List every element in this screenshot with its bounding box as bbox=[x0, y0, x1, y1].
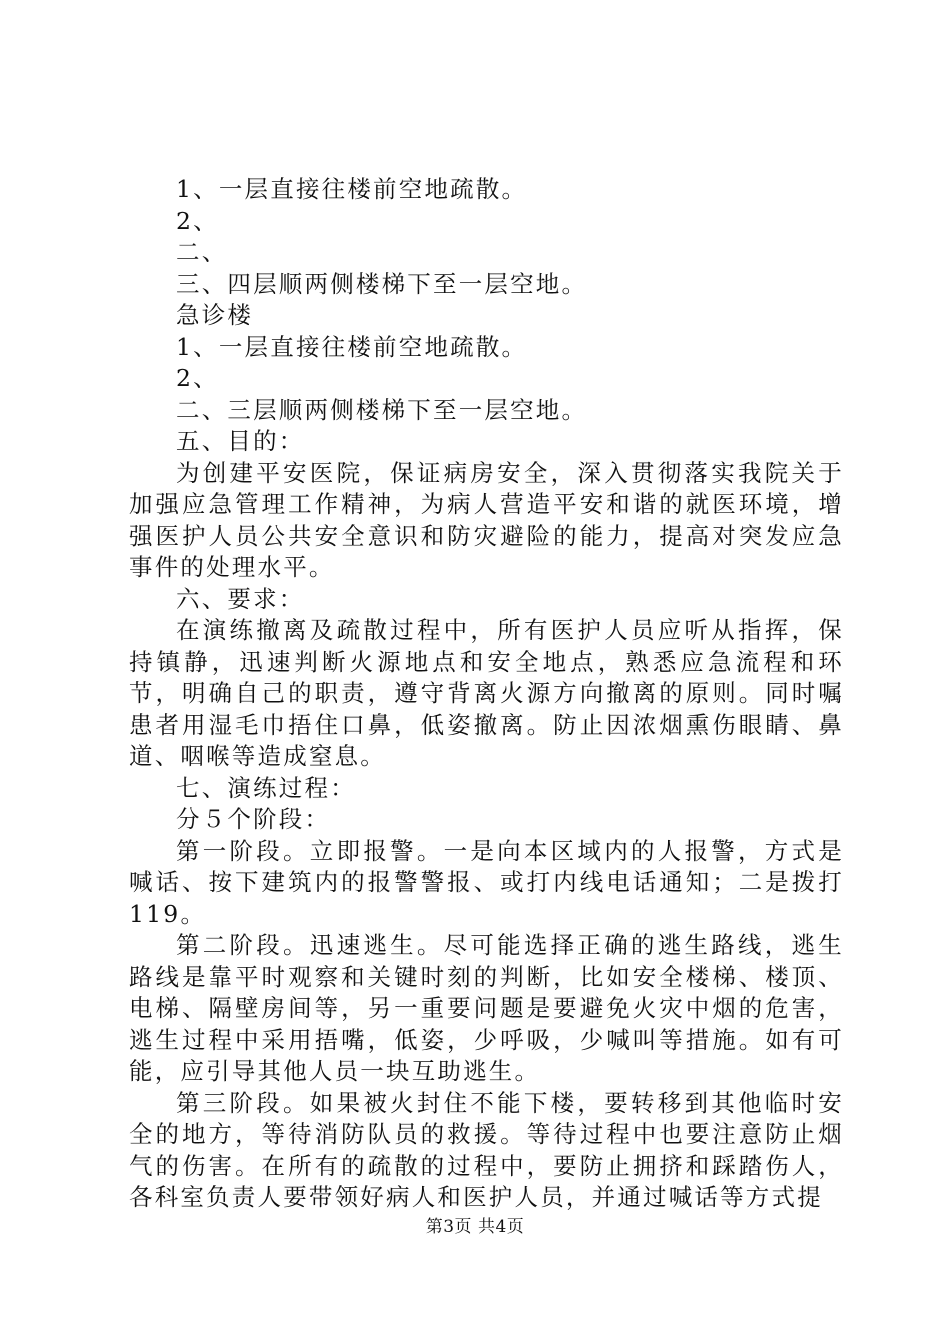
document-body bbox=[129, 174, 844, 1214]
evac-line-1: 1、一层直接往楼前空地疏散。 bbox=[176, 175, 528, 203]
page-number: 第3页 共4页 bbox=[425, 1217, 525, 1237]
section-heading-process: 七、演练过程： bbox=[176, 773, 356, 802]
section-heading-requirements: 六、要求： bbox=[176, 584, 305, 613]
requirements-paragraph: 在演练撤离及疏散过程中，所有医护人员应听从指挥，保持镇静，迅速判断火源地点和安全地点，熟悉应急流程和环节，明确自己的职责，遵守背离火源方向撤离的原则。同时嘱患者用湿毛巾捂住口鼻，低姿撤离。防止因浓烟熏伤眼睛、鼻道、咽喉等造成窒息。 bbox=[129, 616, 844, 770]
stages-intro: 分５个阶段： bbox=[176, 805, 331, 833]
evac-line-4: 三、四层顺两侧楼梯下至一层空地。 bbox=[176, 269, 588, 298]
evac-line-2: 2、 bbox=[176, 206, 219, 235]
purpose-paragraph: 为创建平安医院，保证病房安全，深入贯彻落实我院关于加强应急管理工作精神，为病人营造平安和谐的就医环境，增强医护人员公共安全意识和防灾避险的能力，提高对突发应急事件的处理水平。 bbox=[129, 458, 844, 581]
stage-3-paragraph: 第三阶段。如果被火封住不能下楼，要转移到其他临时安全的地方，等待消防队员的救援。等待过程中也要注意防止烟气的伤害。在所有的疏散的过程中，要防止拥挤和踩踏伤人，各科室负责人要带领好病人和医护人员，并通过喊话等方式提 bbox=[129, 1088, 844, 1211]
page-footer bbox=[0, 1216, 950, 1238]
evac-line-3: 二、 bbox=[176, 238, 228, 266]
stage-2-paragraph: 第二阶段。迅速逃生。尽可能选择正确的逃生路线，逃生路线是靠平时观察和关键时刻的判断，比如安全楼梯、楼顶、电梯、隔壁房间等，另一重要问题是要避免火灾中烟的危害，逃生过程中采用捂嘴，低姿，少呼吸，少喊叫等措施。如有可能，应引导其他人员一块互助逃生。 bbox=[129, 931, 844, 1085]
evac-line-6: 1、一层直接往楼前空地疏散。 bbox=[176, 332, 528, 361]
section-heading-emergency-building: 急诊楼 bbox=[176, 301, 254, 329]
stage-1-paragraph: 第一阶段。立即报警。一是向本区域内的人报警，方式是喊话、按下建筑内的报警警报、或打内线电话通知；二是拨打119。 bbox=[129, 836, 844, 928]
evac-line-7: 2、 bbox=[176, 364, 219, 392]
section-heading-purpose: 五、目的： bbox=[176, 427, 305, 455]
evac-line-8: 二、三层顺两侧楼梯下至一层空地。 bbox=[176, 395, 588, 424]
